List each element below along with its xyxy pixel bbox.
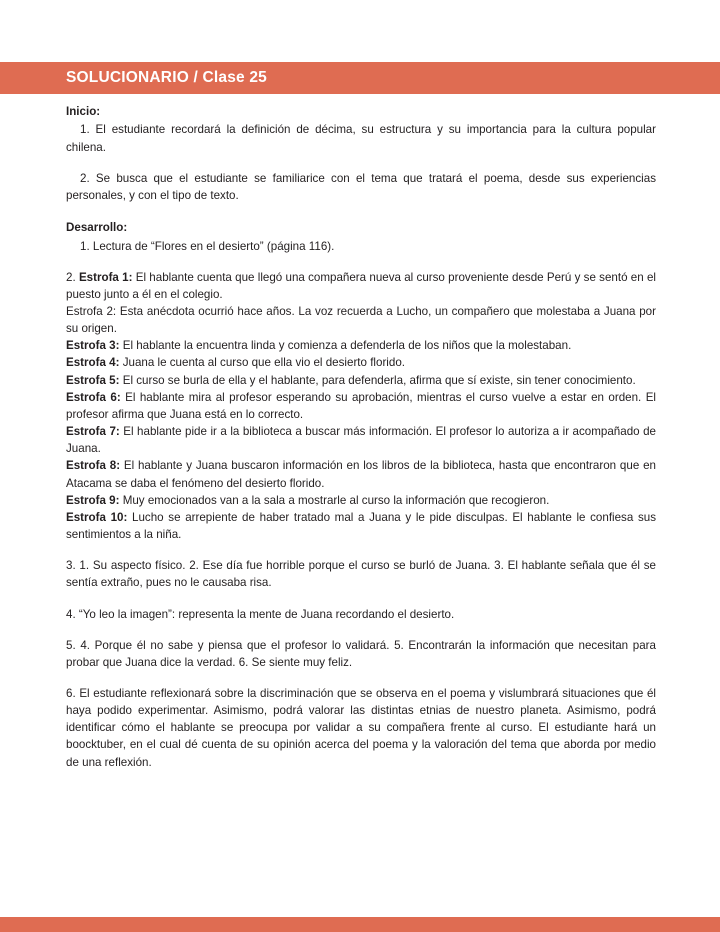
desarrollo-paragraph-1: 1. Lectura de “Flores en el desierto” (página 116).: [80, 239, 335, 253]
estrofa-text: El curso se burla de ella y el hablante, para defenderla, afirma que sí existe, sin tener conocimiento.: [119, 373, 636, 387]
estrofa-label: Estrofa 1:: [78, 270, 133, 284]
estrofa-label: Estrofa 7:: [66, 425, 120, 439]
estrofa-label: Estrofa 3:: [66, 339, 120, 353]
spacer: [66, 671, 656, 685]
estrofa-label: Estrofa 10:: [66, 510, 128, 524]
estrofa-label: Estrofa 8:: [66, 459, 121, 473]
spacer: [66, 255, 656, 269]
section-heading-inicio: Inicio:: [66, 105, 101, 118]
estrofa-text: El hablante mira al profesor esperando su aprobación, mientras el curso vuelve a estar en orden. El profesor afirma que Juana está en lo correcto.: [66, 390, 657, 421]
inicio-paragraph-2: 2. Se busca que el estudiante se familiarice con el tema que tratará el poema, desde sus experiencias personales, y con el tipo de texto.: [66, 171, 656, 202]
section-heading-desarrollo: Desarrollo:: [66, 221, 128, 235]
estrofa-label: Estrofa 4:: [66, 356, 120, 370]
page-title: SOLUCIONARIO / Clase 25: [66, 69, 267, 87]
estrofa-label: Estrofa 5:: [66, 373, 120, 387]
estrofa-text: Esta anécdota ocurrió hace años. La voz recuerda a Lucho, un compañero que molestaba a Juana por su origen.: [66, 305, 656, 336]
estrofa-text: Muy emocionados van a la sala a mostrarle al curso la información que recogieron.: [119, 493, 550, 507]
estrofa-text: El hablante pide ir a la biblioteca a buscar más información. El profesor lo autoriza a ir acompañado de Juana.: [66, 425, 656, 456]
spacer: [66, 543, 656, 557]
estrofa-text: El hablante y Juana buscaron información en los libros de la biblioteca, hasta que encontraron que en Atacama se daba el fenómeno del desierto florido.: [66, 459, 656, 490]
spacer: [66, 156, 656, 170]
desarrollo-paragraph-5: 5. 4. Porque él no sabe y piensa que el profesor lo validará. 5. Encontrarán la información que necesitan para probar que Juana dice la verdad. 6. Se siente muy feliz.: [66, 638, 656, 669]
desarrollo-paragraph-6: 6. El estudiante reflexionará sobre la discriminación que se observa en el poema y vislumbrará situaciones que él haya podido experimentar. Asimismo, podrá valorar las distintas etnias de nuestro planeta. Asimismo, podrá identificar cómo el hablante se preocupa por validar a su compañera frente al curso. El estudiante hará un boocktuber, en el cual dé cuenta de su opinión acerca del poema y la valoración del tema que aborda por medio de una reflexión.: [66, 686, 656, 769]
spacer: [66, 592, 656, 606]
estrofa-text: Juana le cuenta al curso que ella vio el desierto florido.: [119, 356, 405, 370]
spacer: [66, 204, 656, 220]
estrofa-block: [66, 269, 656, 544]
spacer: [66, 623, 656, 637]
desarrollo-paragraph-4: 4. “Yo leo la imagen”: representa la mente de Juana recordando el desierto.: [66, 607, 455, 621]
header-bar: [0, 62, 720, 94]
estrofa-label: Estrofa 2:: [66, 305, 117, 318]
desarrollo-paragraph-3: 3. 1. Su aspecto físico. 2. Ese día fue horrible porque el curso se burló de Juana. 3. El hablante señala que él se sentía extraño, pues no le causaba risa.: [66, 559, 656, 590]
estrofa-list-number: 2.: [66, 270, 79, 284]
estrofa-label: Estrofa 6:: [66, 390, 121, 404]
estrofa-text: El hablante la encuentra linda y comienza a defenderla de los niños que la molestaban.: [119, 339, 572, 353]
estrofa-list: [66, 269, 656, 544]
estrofa-label: Estrofa 9:: [66, 493, 120, 507]
footer-bar: [0, 917, 720, 932]
inicio-paragraph-1: 1. El estudiante recordará la definición de décima, su estructura y su importancia para la cultura popular chilena.: [66, 123, 656, 154]
estrofa-text: El hablante cuenta que llegó una compañera nueva al curso proveniente desde Perú y se sentó en el puesto junto a él en el colegio.: [66, 270, 656, 301]
document-body: [66, 104, 656, 771]
estrofa-text: Lucho se arrepiente de haber tratado mal a Juana y le pide disculpas. El hablante le confiesa sus sentimientos a la niña.: [66, 510, 657, 542]
